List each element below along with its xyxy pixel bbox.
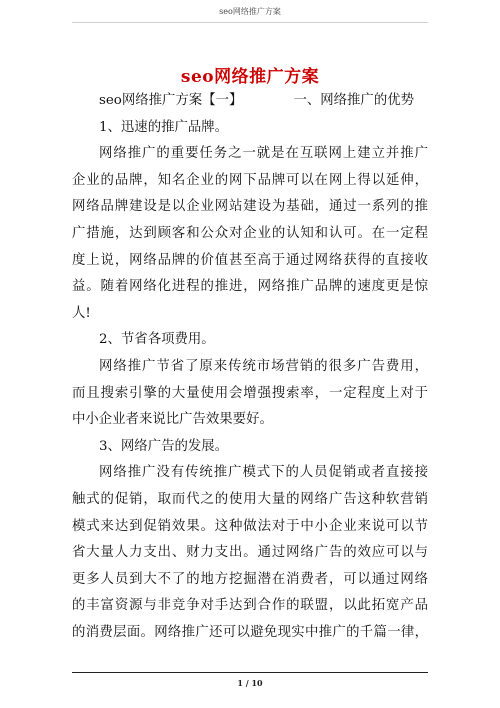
section-heading-3: 3、网络广告的发展。 (99, 438, 229, 454)
paragraph-line: 模式来达到促销效果。这种做法对于中小企业来说可以节 (72, 518, 428, 534)
paragraph-line: 触式的促销，取而代之的使用大量的网络广告这种软营销 (72, 491, 428, 507)
paragraph-line: 的消费层面。网络推广还可以避免现实中推广的千篇一律， (72, 624, 428, 640)
paragraph-line: 网络推广节省了原来传统市场营销的很多广告费用， (99, 358, 428, 374)
footer-divider (72, 672, 428, 673)
paragraph-line: 广措施，达到顾客和公众对企业的认知和认可。在一定程 (72, 225, 428, 241)
subtitle-left: seo网络推广方案【一】 (99, 93, 243, 108)
paragraph-line: 人! (72, 305, 91, 321)
paragraph-line: 省大量人力支出、财力支出。通过网络广告的效应可以与 (72, 545, 428, 561)
section-heading-2: 2、节省各项费用。 (99, 332, 215, 348)
paragraph-line: 网络推广的重要任务之一就是在互联网上建立并推广 (99, 146, 428, 162)
paragraph-line: 益。随着网络化进程的推进，网络推广品牌的速度更是惊 (72, 279, 428, 295)
subtitle-line (72, 88, 428, 115)
paragraph-line: 网络推广没有传统推广模式下的人员促销或者直接接 (99, 465, 428, 481)
subtitle-right: 一、网络推广的优势 (293, 93, 414, 108)
document-body (72, 88, 428, 646)
paragraph-line: 的丰富资源与非竞争对手达到合作的联盟，以此拓宽产品 (72, 598, 428, 614)
paragraph-line: 中小企业者来说比广告效果要好。 (72, 412, 273, 428)
paragraph-line: 而且搜索引擎的大量使用会增强搜索率，一定程度上对于 (72, 385, 428, 401)
paragraph-line: 企业的品牌，知名企业的网下品牌可以在网上得以延伸， (72, 172, 428, 188)
paragraph-line: 网络品牌建设是以企业网站建设为基础，通过一系列的推 (72, 199, 428, 215)
document-title: seo网络推广方案 (180, 67, 320, 87)
header-divider (72, 22, 428, 23)
section-heading-1: 1、迅速的推广品牌。 (99, 119, 229, 135)
page-number: 1 / 10 (237, 678, 263, 688)
paragraph-line: 更多人员到大不了的地方挖掘潜在消费者，可以通过网络 (72, 571, 428, 587)
paragraph-line: 度上说，网络品牌的价值甚至高于通过网络获得的直接收 (72, 252, 428, 268)
running-header: seo网络推广方案 (219, 7, 281, 16)
